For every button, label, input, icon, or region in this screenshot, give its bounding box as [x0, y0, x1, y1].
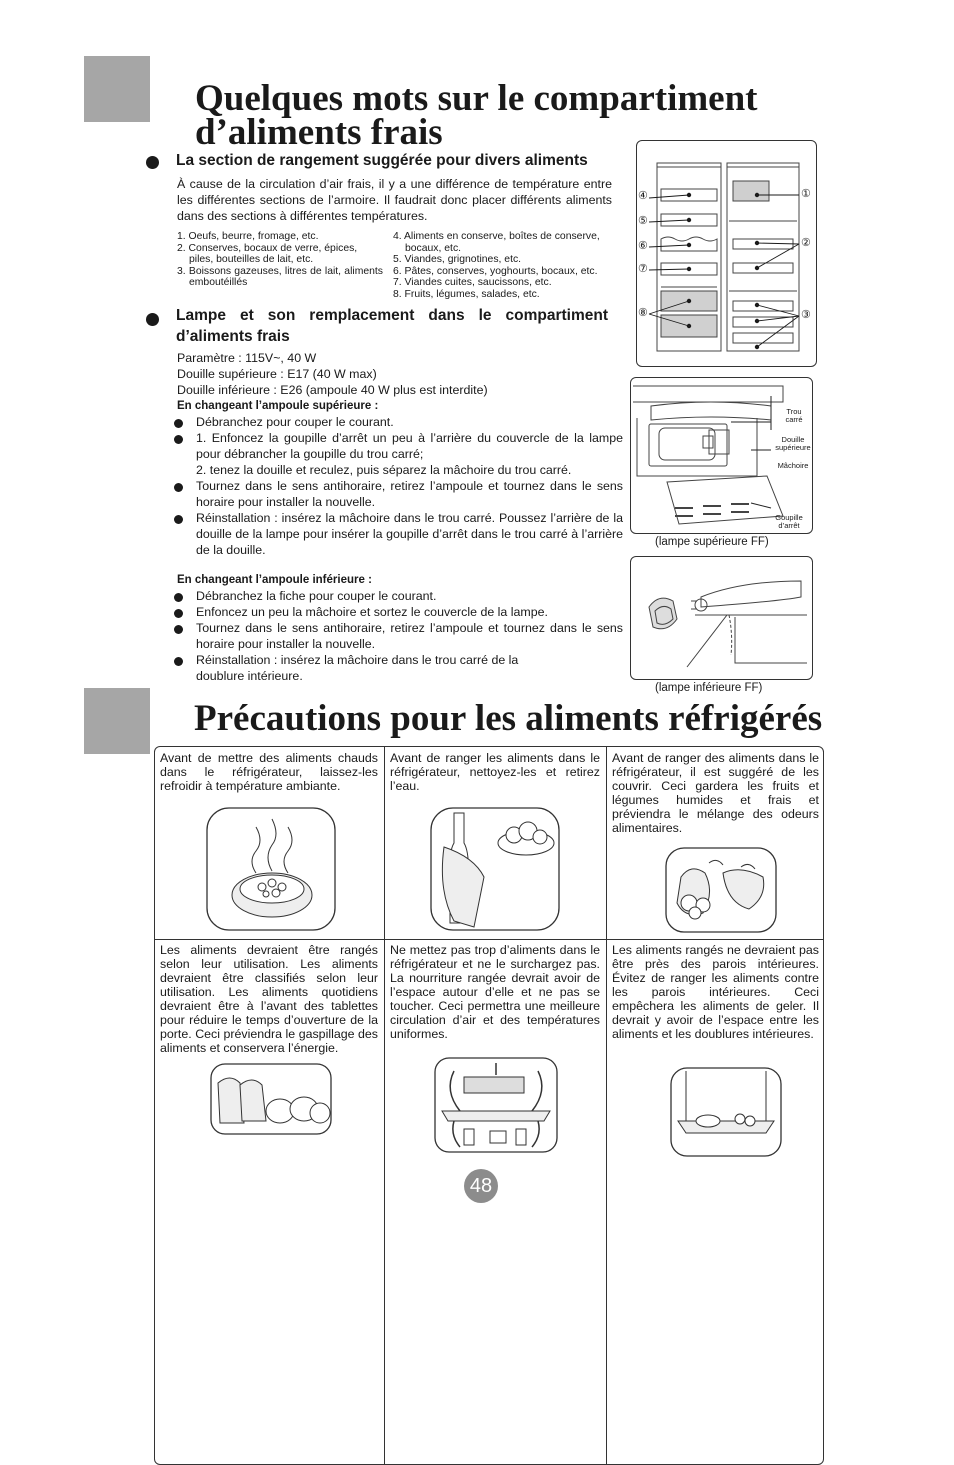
list-item: 7. Viandes cuites, saucissons, etc.: [393, 277, 552, 289]
table-divider: [384, 747, 385, 1464]
spec-line: Douille supérieure : E17 (40 W max): [177, 367, 377, 381]
spec-line: Douille inférieure : E26 (ampoule 40 W plus est interdite): [177, 383, 488, 397]
lower-lamp-steps: [196, 588, 623, 684]
step-bullet: [174, 609, 183, 618]
precaution-cell-cover-food: [612, 751, 819, 937]
covered-food-icon: [665, 847, 777, 933]
upper-lamp-caption: (lampe supérieure FF): [655, 536, 769, 548]
upper-lamp-diagram: [630, 377, 813, 534]
air-circulation-icon: [434, 1057, 558, 1153]
precaution-text: Avant de ranger les aliments dans le réfrigérateur, nettoyez-les et retirez l’eau.: [390, 751, 600, 793]
fridge-marker-2: ②: [801, 237, 811, 249]
precaution-text: Avant de ranger des aliments dans le réfrigérateur, il est suggéré de les couvrir. Ceci gardera les fruits et légumes humides et frais et préviendra le mélange des odeurs alimentaires.: [612, 751, 819, 835]
section-bullet: [146, 313, 159, 326]
storage-list-left: [177, 231, 383, 289]
step-bullet: [174, 593, 183, 602]
spec-line: Paramètre : 115V~, 40 W: [177, 351, 317, 365]
label-machoire: Mâchoire: [777, 461, 809, 470]
precaution-text: Avant de mettre des aliments chauds dans le réfrigérateur, laissez-les refroidir à température ambiante.: [160, 751, 378, 793]
precaution-text: Ne mettez pas trop d’aliments dans le réfrigérateur et ne le surchargez pas. La nourriture rangée devrait avoir de l’espace autour d’elle et ne pas se toucher. Ceci permettra une meilleure circulation d’air et des températures uniformes.: [390, 943, 600, 1041]
cleaning-food-icon: [430, 807, 560, 931]
list-item: 4. Aliments en conserve, boîtes de conserve, bocaux, etc.: [393, 231, 600, 254]
fridge-marker-4: ④: [638, 190, 648, 202]
section-marker-block: [84, 688, 150, 754]
lower-lamp-caption: (lampe inférieure FF): [655, 682, 763, 694]
lamp-specs: [177, 350, 617, 398]
fridge-marker-8: ⑧: [638, 307, 648, 319]
lower-lamp-diagram: [630, 556, 813, 680]
list-item: 8. Fruits, légumes, salades, etc.: [393, 288, 540, 300]
section-marker-block: [84, 56, 150, 122]
lower-lamp-heading: En changeant l’ampoule inférieure :: [177, 574, 372, 586]
hot-food-bowl-icon: [206, 807, 336, 931]
label-goupille: Goupille d’arrêt: [775, 513, 803, 530]
precaution-cell-clean-food: [390, 751, 600, 937]
step-item: Réinstallation : insérez la mâchoire dans le trou carré. Poussez l’arrière de la douille de la lampe pour insérer la goupille d’arrêt dans le trou carré à l’arrière de la douille.: [196, 510, 623, 558]
shelf-spacing-icon: [670, 1067, 782, 1157]
storage-heading: La section de rangement suggérée pour divers aliments: [176, 152, 588, 169]
step-bullet: [174, 657, 183, 666]
label-douille-superieure: Douille supérieure: [775, 435, 811, 452]
fridge-marker-6: ⑥: [638, 240, 648, 252]
list-item: 5. Viandes, grignotines, etc.: [393, 254, 522, 266]
fridge-marker-1: ①: [801, 188, 811, 200]
precaution-cell-sort-food: [160, 943, 378, 1461]
section-bullet: [146, 156, 159, 169]
precautions-table: [154, 746, 824, 1465]
list-item: 1. Oeufs, beurre, fromage, etc.: [177, 231, 319, 242]
list-item: 2. Conserves, bocaux de verre, épices, piles, bouteilles de lait, etc.: [177, 242, 358, 266]
section2-title: Précautions pour les aliments réfrigérés: [194, 698, 823, 739]
fridge-storage-diagram: [636, 140, 817, 367]
step-bullet: [174, 435, 183, 444]
step-item: Débranchez pour couper le courant.: [196, 414, 623, 430]
precaution-cell-air-circulation: [390, 943, 600, 1461]
lower-lamp-drawing: [631, 557, 813, 680]
precaution-cell-hot-food: [160, 751, 378, 937]
sorted-food-icon: [210, 1063, 332, 1135]
step-bullet: [174, 515, 183, 524]
step-item: Réinstallation : insérez la mâchoire dans le trou carré de la doublure intérieure.: [196, 652, 546, 684]
precaution-text: Les aliments rangés ne devraient pas être près des parois intérieures. Évitez de ranger les aliments contre les parois intérieures. Ceci empêchera les aliments de geler. Il devrait y avoir de l’espace entre les aliments et les doublures intérieures.: [612, 943, 819, 1041]
precaution-cell-wall-spacing: [612, 943, 819, 1461]
step-bullet: [174, 419, 183, 428]
page-number: 48: [464, 1169, 498, 1203]
step-bullet: [174, 625, 183, 634]
upper-lamp-heading: En changeant l’ampoule supérieure :: [177, 400, 379, 412]
label-trou-carre: Trou carré: [785, 407, 803, 424]
section1-title: Quelques mots sur le compartiment d’aliments frais: [195, 78, 758, 153]
storage-intro: À cause de la circulation d’air frais, il y a une différence de température entre les différentes sections de l’armoire. Il faudrait donc placer différents aliments dans des sections à différentes températures.: [177, 177, 612, 223]
list-item: 6. Pâtes, conserves, yoghourts, bocaux, etc.: [393, 265, 598, 277]
step-item: 1. Enfoncez la goupille d’arrêt un peu à l’arrière du couvercle de la lampe pour débrancher la goupille du trou carré;: [196, 430, 623, 462]
step-item: Débranchez la fiche pour couper le courant.: [196, 588, 623, 604]
step-bullet: [174, 483, 183, 492]
list-item: 3. Boissons gazeuses, litres de lait, aliments emboutéillés: [177, 265, 383, 289]
step-item: 2. tenez la douille et reculez, puis séparez la mâchoire du trou carré.: [196, 463, 572, 477]
step-item: Tournez dans le sens antihoraire, retirez l’ampoule et tournez dans le sens horaire pour installer la nouvelle.: [196, 478, 623, 510]
upper-lamp-steps: [196, 414, 623, 558]
fridge-marker-3: ③: [801, 309, 811, 321]
fridge-marker-7: ⑦: [638, 263, 648, 275]
lamp-heading: Lampe et son remplacement dans le compartiment d’aliments frais: [176, 307, 608, 345]
upper-lamp-drawing: [631, 378, 813, 534]
table-divider: [155, 939, 823, 940]
step-item: Tournez dans le sens antihoraire, retirez l’ampoule et tournez dans le sens horaire pour installer la nouvelle.: [196, 620, 623, 652]
precaution-text: Les aliments devraient être rangés selon leur utilisation. Les aliments devraient être classifiés selon leur utilisation. Les aliments quotidiens devraient être à l’avant des tablettes pour réduire le temps d’ouverture de la porte. Ceci préviendra le gaspillage des aliments et conservera l’énergie.: [160, 943, 378, 1055]
fridge-marker-5: ⑤: [638, 215, 648, 227]
fridge-diagram-drawing: [637, 141, 817, 367]
storage-list-right: [393, 231, 633, 301]
table-divider: [606, 747, 607, 1464]
step-item: Enfoncez un peu la mâchoire et sortez le couvercle de la lampe.: [196, 604, 623, 620]
